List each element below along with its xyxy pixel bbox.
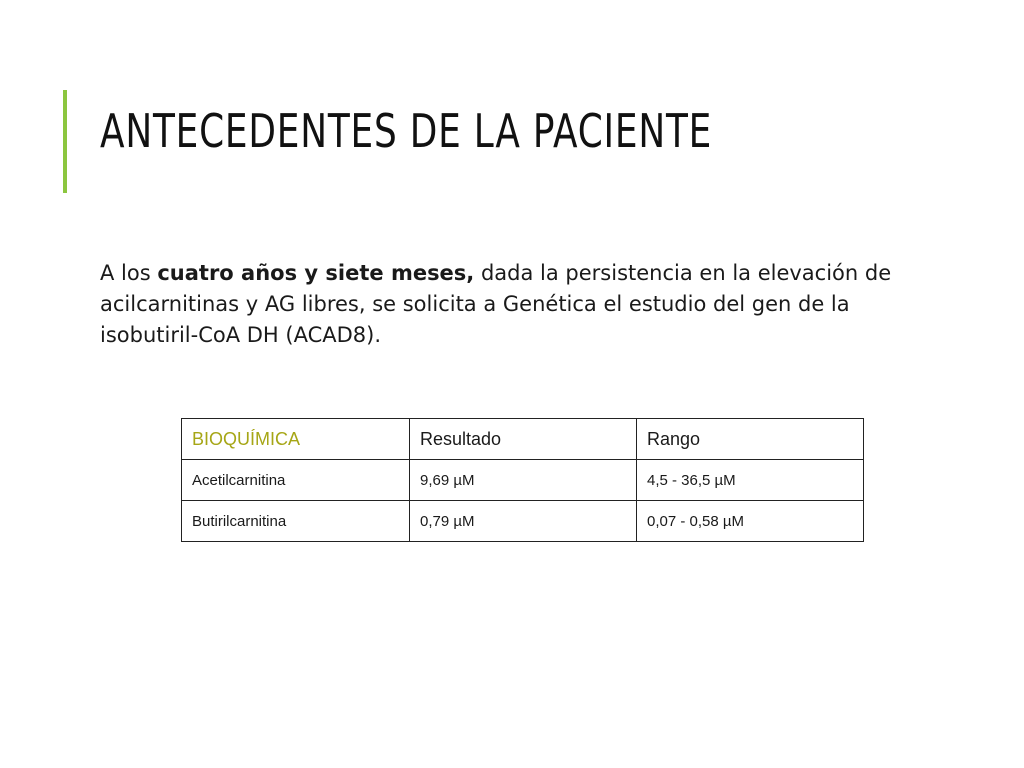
cell-result: 9,69 µM (410, 460, 637, 501)
table-row (182, 460, 864, 501)
header-rango: Rango (637, 419, 864, 460)
cell-range: 4,5 - 36,5 µM (637, 460, 864, 501)
slide-title: ANTECEDENTES DE LA PACIENTE (100, 104, 713, 158)
table-header-row (182, 419, 864, 460)
body-paragraph (100, 258, 910, 351)
paragraph-text-end: dada la persistencia en la elevación de acilcarnitinas y AG libres, se solicita a Genética el estudio del gen de la isobutiril-CoA DH (ACAD8). (100, 261, 892, 347)
cell-result: 0,79 µM (410, 501, 637, 542)
paragraph-emphasis: cuatro años y siete meses, (157, 261, 475, 285)
paragraph-text-start: A los (100, 261, 158, 285)
cell-analyte: Butirilcarnitina (182, 501, 410, 542)
cell-analyte: Acetilcarnitina (182, 460, 410, 501)
table-row (182, 501, 864, 542)
title-accent-bar (63, 90, 67, 193)
cell-range: 0,07 - 0,58 µM (637, 501, 864, 542)
header-resultado: Resultado (410, 419, 637, 460)
header-bioquimica: BIOQUÍMICA (182, 419, 410, 460)
biochemistry-table (181, 418, 864, 542)
